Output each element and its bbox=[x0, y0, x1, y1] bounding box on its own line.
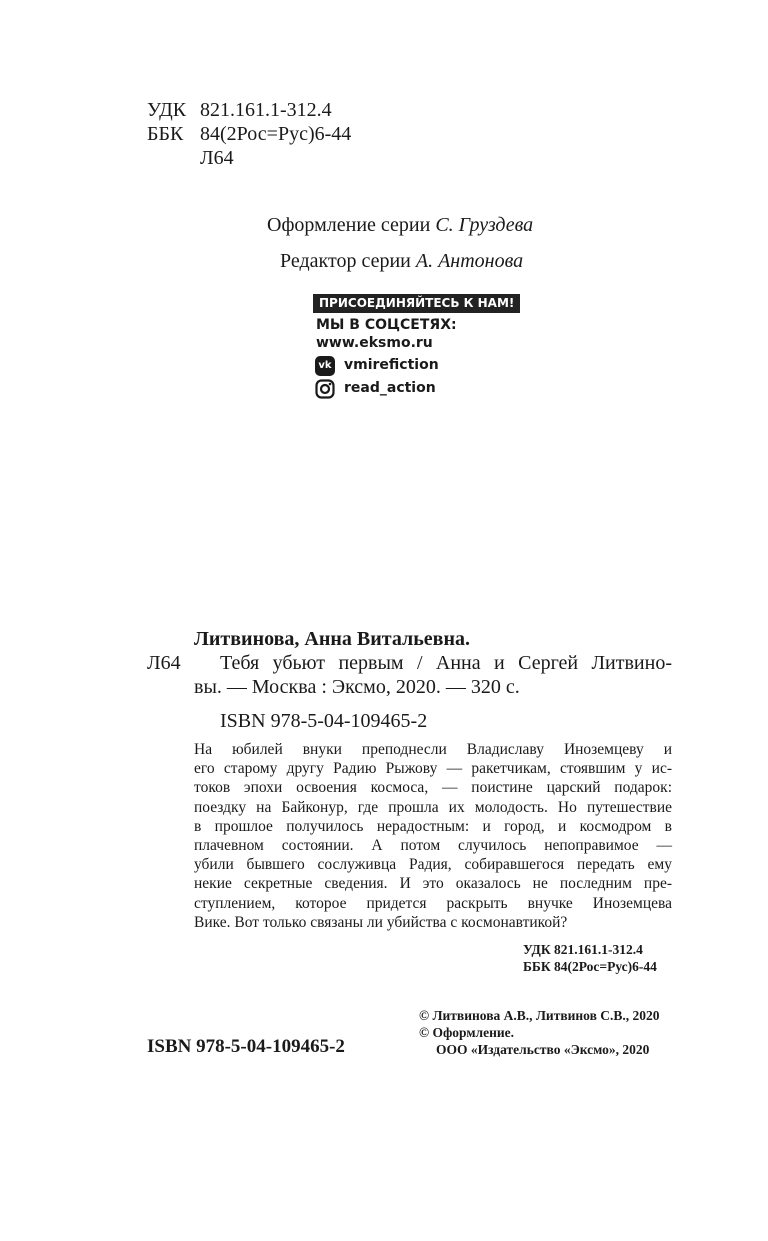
copyright-design: © Оформление. bbox=[419, 1025, 515, 1040]
social-heading: МЫ В СОЦСЕТЯХ: bbox=[316, 317, 457, 333]
catalog-author: Литвинова, Анна Витальевна. bbox=[194, 628, 470, 650]
editor-name: А. Антонова bbox=[415, 250, 524, 272]
annotation-line: ступлением, которое придется раскрыть внучке Иноземцева bbox=[194, 894, 672, 912]
catalog-title-line-1: Тебя убьют первым / Анна и Сергей Литвино- bbox=[220, 652, 672, 674]
annotation-line: токов эпохи освоения космоса, — поистине царский подарок: bbox=[194, 779, 672, 797]
vk-link[interactable]: vmirefiction bbox=[344, 357, 439, 373]
design-name: С. Груздева bbox=[435, 214, 534, 236]
catalog-title-line-2: вы. — Москва : Эксмо, 2020. — 320 с. bbox=[194, 676, 520, 698]
instagram-link[interactable]: read_action bbox=[344, 380, 436, 396]
udk-line bbox=[147, 98, 332, 122]
annotation-line: На юбилей внуки преподнесли Владиславу Иноземцеву и bbox=[194, 741, 672, 758]
udk-label: УДК bbox=[147, 99, 187, 121]
copyright-authors: © Литвинова А.В., Литвинов С.В., 2020 bbox=[419, 1008, 660, 1023]
annotation-line: убили бывшего сослуживца Радия, собиравшегося передать ему bbox=[194, 856, 672, 874]
catalog-mark: Л64 bbox=[147, 652, 181, 674]
footer-isbn: ISBN 978-5-04-109465-2 bbox=[147, 1036, 345, 1057]
bbk-label: ББК bbox=[147, 123, 184, 145]
footer-bbk: ББК 84(2Рос=Рус)6-44 bbox=[523, 959, 657, 974]
vk-icon: vk bbox=[315, 356, 335, 376]
design-prefix: Оформление серии bbox=[267, 214, 431, 236]
bbk-value: 84(2Рос=Рус)6-44 bbox=[200, 123, 352, 145]
copyright-publisher: ООО «Издательство «Эксмо», 2020 bbox=[436, 1042, 650, 1057]
udk-value: 821.161.1-312.4 bbox=[200, 99, 332, 121]
footer-udk: УДК 821.161.1-312.4 bbox=[523, 942, 643, 957]
annotation-line: некие секретные сведения. И это оказалось не последним пре- bbox=[194, 875, 672, 893]
editor-prefix: Редактор серии bbox=[280, 250, 411, 272]
annotation-line: его старому другу Радию Рыжову — ракетчикам, стоявшим у ис- bbox=[194, 760, 672, 778]
annotation-line: в прошлое получилось нерадостным: и город, и космодром в bbox=[194, 817, 672, 835]
annotation-line: поездку на Байконур, где прошла их молодость. Но путешествие bbox=[194, 798, 672, 816]
instagram-icon bbox=[315, 379, 335, 399]
design-credit bbox=[267, 213, 533, 237]
join-us-banner: ПРИСОЕДИНЯЙТЕСЬ К НАМ! bbox=[313, 294, 520, 313]
catalog-isbn: ISBN 978-5-04-109465-2 bbox=[220, 710, 428, 732]
editor-credit bbox=[280, 249, 523, 273]
website-link[interactable]: www.eksmo.ru bbox=[316, 335, 433, 351]
annotation-line: плачевном состоянии. А потом случилось непоправимое — bbox=[194, 837, 672, 854]
bbk-line bbox=[147, 122, 351, 146]
annotation-line: Вике. Вот только связаны ли убийства с космонавтикой? bbox=[194, 913, 568, 931]
author-mark: Л64 bbox=[200, 147, 234, 169]
